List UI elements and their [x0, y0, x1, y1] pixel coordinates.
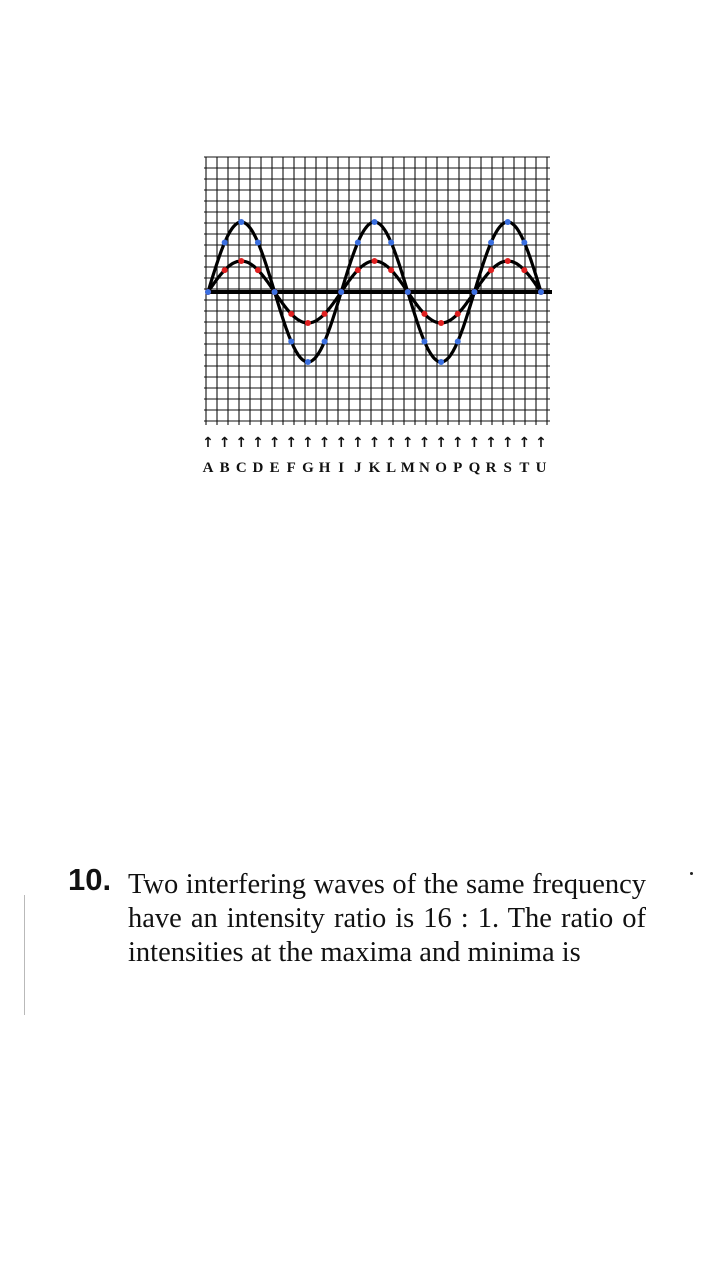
small-wave-point: [372, 258, 378, 264]
point-arrow: ↑: [518, 435, 531, 451]
large-wave-point: [505, 219, 511, 225]
point-arrow: ↑: [451, 435, 464, 451]
point-arrow: ↑: [302, 435, 314, 451]
large-wave-point: [355, 240, 361, 246]
large-wave-point: [488, 240, 494, 246]
point-arrow: ↑: [501, 435, 514, 451]
question-number: 10.: [68, 862, 112, 897]
point-label-n: N: [419, 460, 430, 476]
point-label-k: K: [368, 460, 381, 476]
small-wave-point: [505, 258, 511, 264]
large-wave-point: [372, 219, 378, 225]
point-arrow: ↑: [468, 435, 481, 451]
point-arrow: ↑: [268, 435, 281, 451]
small-wave-point: [455, 311, 461, 317]
small-wave-point: [222, 267, 228, 273]
point-arrow: ↑: [368, 435, 381, 451]
point-arrow: ↑: [418, 435, 431, 451]
point-arrow: ↑: [401, 435, 414, 451]
point-arrow: ↑: [318, 435, 331, 451]
point-label-o: O: [435, 460, 447, 476]
large-wave-point: [421, 338, 427, 344]
large-wave-point: [305, 359, 311, 365]
point-label-b: B: [219, 460, 230, 476]
large-wave-point: [222, 240, 228, 246]
point-label-c: C: [235, 460, 247, 476]
small-wave-point: [438, 320, 444, 326]
large-wave-point: [521, 240, 527, 246]
point-arrow: ↑: [202, 435, 214, 451]
small-wave-point: [322, 311, 328, 317]
large-wave-point: [288, 338, 294, 344]
point-label-p: P: [453, 460, 463, 476]
small-wave-point: [521, 267, 527, 273]
small-wave-point: [255, 267, 261, 273]
large-wave-point: [438, 359, 444, 365]
small-wave-point: [421, 311, 427, 317]
point-label-t: T: [519, 460, 530, 476]
point-arrow: ↑: [535, 435, 547, 451]
point-arrow: ↑: [485, 435, 497, 451]
point-label-i: I: [338, 460, 345, 476]
point-label-m: M: [400, 460, 415, 476]
small-wave-point: [388, 267, 394, 273]
stray-mark: [690, 872, 693, 875]
large-wave-point: [405, 289, 411, 295]
point-label-e: E: [269, 460, 280, 476]
point-label-a: A: [202, 460, 214, 476]
point-label-h: H: [318, 460, 331, 476]
point-label-d: D: [252, 460, 264, 476]
point-arrow: ↑: [385, 435, 398, 451]
large-wave-point: [322, 338, 328, 344]
point-arrow: ↑: [285, 435, 298, 451]
question-text: Two interfering waves of the same frequency have an intensity ratio is 16 : 1. The ratio of intensities at the maxima and minima is: [128, 869, 646, 968]
point-label-s: S: [503, 460, 512, 476]
point-label-l: L: [386, 460, 397, 476]
small-wave-point: [238, 258, 244, 264]
small-wave-point: [488, 267, 494, 273]
large-wave-point: [338, 289, 344, 295]
large-wave-point: [272, 289, 278, 295]
point-arrow: ↑: [435, 435, 447, 451]
large-wave-point: [538, 289, 544, 295]
large-wave-point: [255, 240, 261, 246]
point-arrow: ↑: [335, 435, 348, 451]
large-wave-point: [455, 338, 461, 344]
wave-figure: [195, 150, 565, 480]
point-arrow: ↑: [218, 435, 231, 451]
large-wave-point: [205, 289, 211, 295]
margin-rule: [24, 895, 25, 1015]
point-arrow: ↑: [351, 435, 364, 451]
large-wave-point: [238, 219, 244, 225]
small-wave-point: [355, 267, 361, 273]
large-wave-point: [388, 240, 394, 246]
small-wave-point: [305, 320, 311, 326]
small-wave-point: [288, 311, 294, 317]
point-arrow: ↑: [235, 435, 248, 451]
point-arrow: ↑: [252, 435, 264, 451]
point-label-j: J: [354, 460, 362, 476]
point-label-g: G: [302, 460, 314, 476]
point-label-f: F: [286, 460, 296, 476]
wave-diagram: [195, 150, 565, 480]
point-label-r: R: [485, 460, 497, 476]
point-label-q: Q: [468, 460, 481, 476]
large-wave-point: [471, 289, 477, 295]
point-label-u: U: [535, 460, 547, 476]
